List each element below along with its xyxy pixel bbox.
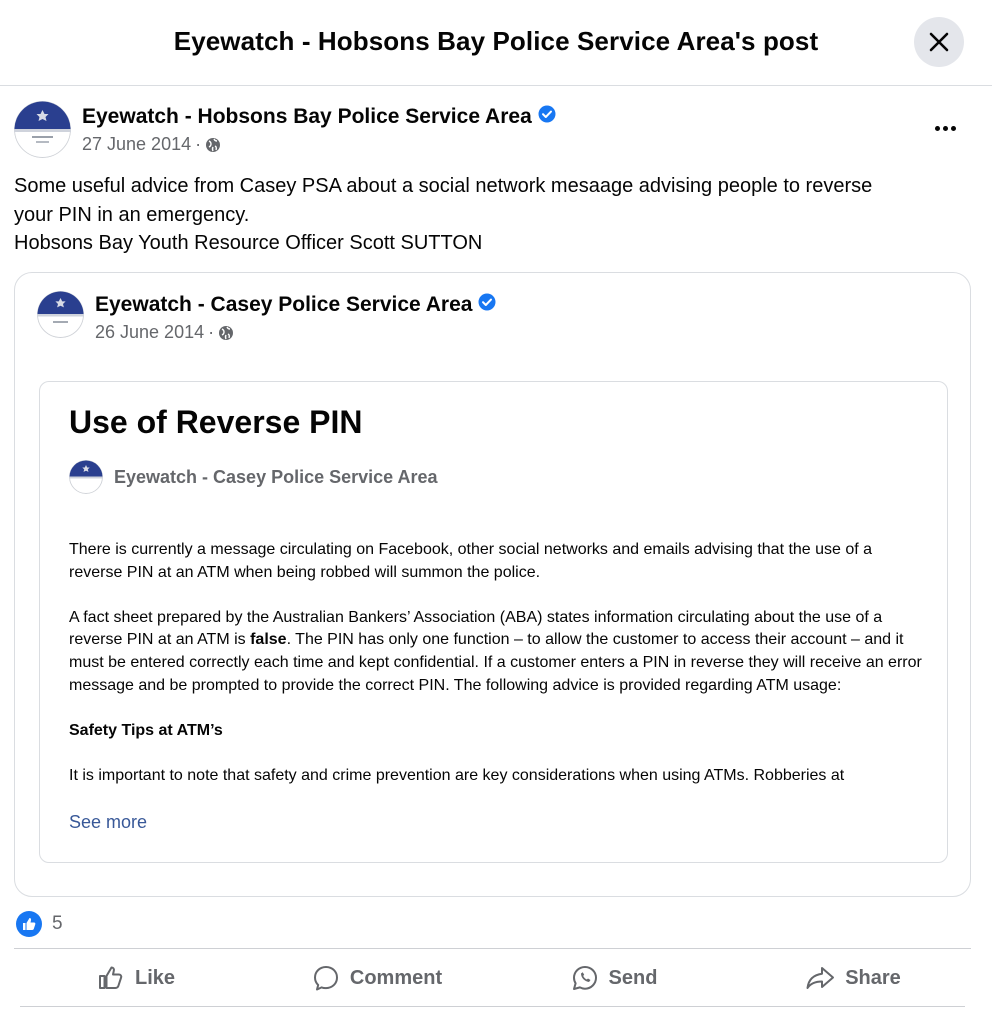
note-body <box>69 539 929 801</box>
send-label: Send <box>608 966 658 989</box>
meta-separator: · <box>208 322 215 342</box>
note-text: A fact sheet prepared by the Australian Bankers’ Association (ABA) states information circulating about the use of a reverse PIN at an ATM is <box>69 608 883 649</box>
verified-badge-icon <box>538 105 556 129</box>
shared-date[interactable]: 26 June 2014 <box>95 322 205 342</box>
note-title[interactable]: Use of Reverse PIN <box>69 404 363 440</box>
more-dots-icon <box>943 126 948 131</box>
globe-icon <box>218 325 234 341</box>
avatar[interactable] <box>14 101 71 158</box>
comment-icon <box>312 964 340 992</box>
comment-button[interactable] <box>297 950 457 1006</box>
shared-meta <box>95 322 234 343</box>
divider <box>14 948 971 949</box>
note-card[interactable] <box>39 381 948 863</box>
note-subheading: Safety Tips at ATM’s <box>69 721 223 739</box>
close-button[interactable] <box>914 17 964 67</box>
divider <box>20 1006 965 1007</box>
action-bar <box>14 950 971 1006</box>
post-header <box>14 100 974 162</box>
post-text <box>14 172 974 258</box>
post-date[interactable]: 27 June 2014 <box>82 134 192 154</box>
share-label: Share <box>845 966 901 989</box>
globe-icon <box>205 137 221 153</box>
shared-avatar[interactable] <box>37 291 84 338</box>
dialog-title: Eyewatch - Hobsons Bay Police Service Area's post <box>173 26 819 56</box>
send-button[interactable] <box>564 950 664 1006</box>
note-author: Eyewatch - Casey Police Service Area <box>114 467 438 487</box>
post-author[interactable] <box>82 105 556 129</box>
more-dots-icon <box>935 126 940 131</box>
shared-author-name[interactable]: Eyewatch - Casey Police Service Area <box>95 293 473 316</box>
share-button[interactable] <box>798 950 908 1006</box>
thumbs-up-icon <box>16 911 42 937</box>
like-label: Like <box>134 966 176 989</box>
post-meta <box>82 134 221 155</box>
post-text-line: Some useful advice from Casey PSA about a social network mesaage advising people to reverse <box>14 175 873 197</box>
more-options-button[interactable] <box>930 116 960 140</box>
see-more-link[interactable]: See more <box>69 812 148 832</box>
shared-post-card[interactable] <box>14 272 971 897</box>
reactions-summary[interactable] <box>16 910 63 938</box>
police-badge-avatar-icon <box>14 101 71 158</box>
reaction-count[interactable]: 5 <box>52 913 63 934</box>
share-icon <box>805 964 835 992</box>
post-text-line: your PIN in an emergency. <box>14 203 250 226</box>
note-paragraph <box>69 607 929 698</box>
shared-author[interactable] <box>95 293 496 317</box>
note-text: . The PIN has only one function – to allow the customer to access their account – and it must be entered correctly each time and kept confidential. If a customer enters a PIN in reverse they will receive an error message and be prompted to provide the correct PIN. The following advice is provided regarding ATM usage: <box>69 631 922 694</box>
close-icon <box>928 31 950 53</box>
like-icon <box>97 964 125 992</box>
note-bold-text: false <box>250 631 287 649</box>
meta-separator: · <box>195 134 202 154</box>
police-badge-avatar-icon <box>37 291 84 338</box>
note-paragraph: There is currently a message circulating on Facebook, other social networks and emails advising that the use of a reverse PIN at an ATM when being robbed will summon the police. <box>69 541 873 581</box>
verified-badge-icon <box>478 293 496 317</box>
more-dots-icon <box>951 126 956 131</box>
dialog-header <box>0 0 992 86</box>
post-author-name[interactable]: Eyewatch - Hobsons Bay Police Service Area <box>82 105 532 128</box>
police-badge-avatar-icon <box>69 460 103 494</box>
like-button[interactable] <box>86 950 186 1006</box>
post-text-line: Hobsons Bay Youth Resource Officer Scott SUTTON <box>14 232 483 254</box>
note-author-avatar <box>69 460 103 494</box>
note-paragraph: It is important to note that safety and crime prevention are key considerations when using ATMs. Robberies at <box>69 766 845 784</box>
comment-label: Comment <box>349 966 443 989</box>
messenger-whatsapp-icon <box>571 964 599 992</box>
